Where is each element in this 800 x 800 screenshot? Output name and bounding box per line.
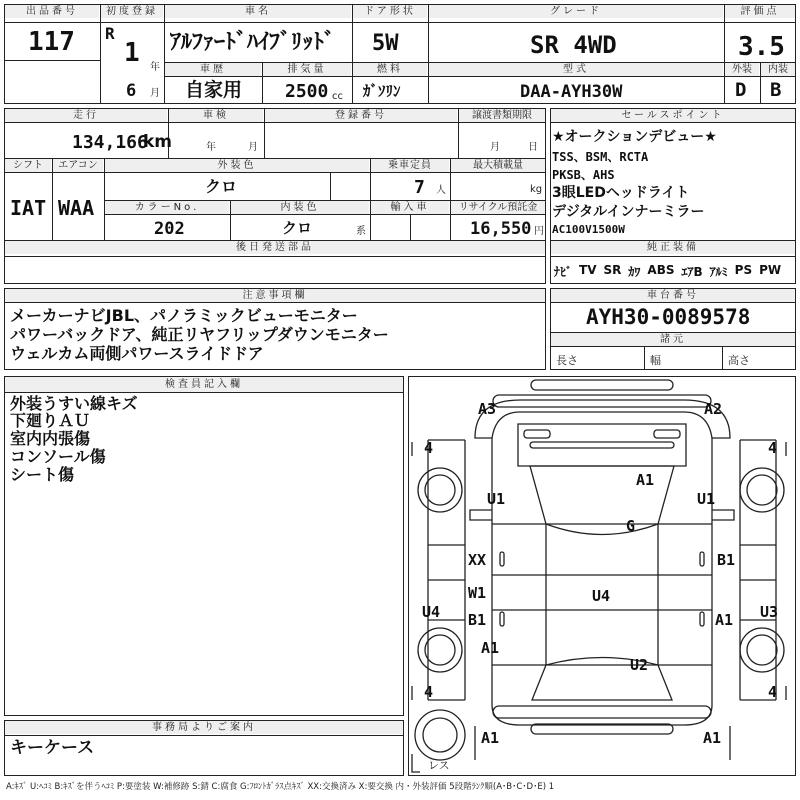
- mark-sill-right-u3: U3: [760, 603, 779, 621]
- mark-rear-u2: U2: [630, 656, 649, 674]
- transfer-day-unit: 日: [528, 142, 538, 153]
- history-label: 車歴: [165, 63, 261, 76]
- lot-number: 117: [28, 27, 75, 57]
- lot-number-label: 出品番号: [5, 5, 99, 18]
- equipment-item: ｶﾜ: [628, 265, 641, 279]
- capacity: 7: [414, 177, 425, 198]
- month: 6: [126, 81, 137, 101]
- note-line-3: ウェルカム両側パワースライドドア: [10, 344, 264, 363]
- sales-point-4: 3眼LEDヘッドライト: [552, 185, 690, 201]
- equipment-item: PS: [734, 263, 753, 277]
- office-text: キーケース: [10, 738, 95, 758]
- later-parts-label: 後日発送部品: [5, 241, 545, 254]
- equipment-item: ｴｱB: [681, 265, 703, 279]
- mark-door-rl-b1: B1: [468, 611, 487, 629]
- ext-color: クロ: [205, 177, 238, 196]
- length-label: 長さ: [556, 354, 578, 367]
- mark-a2: A2: [704, 400, 723, 418]
- door-type: 5W: [372, 31, 399, 56]
- model-label: 型式: [429, 63, 723, 76]
- aircon-label: エアコン: [53, 159, 103, 172]
- load-unit: kg: [530, 184, 543, 195]
- height-label: 高さ: [728, 354, 750, 367]
- km-unit: km: [143, 132, 173, 152]
- sales-point-1: ★オークションデビュー★: [552, 129, 717, 145]
- chassis-label: 車台番号: [551, 289, 795, 302]
- width-label: 幅: [650, 354, 661, 367]
- transfer-label: 譲渡書類期限: [459, 109, 545, 122]
- mark-windshield-g: G: [626, 517, 636, 535]
- model: DAA-AYH30W: [520, 82, 623, 102]
- score-label: 評価点: [725, 5, 795, 18]
- history: 自家用: [185, 79, 243, 101]
- interior-grade: B: [770, 79, 782, 101]
- int-color-label: 内装色: [231, 201, 369, 214]
- yen-unit: 円: [534, 226, 544, 237]
- grade: SR 4WD: [530, 31, 617, 59]
- inspection-month-unit: 月: [248, 142, 258, 153]
- sales-point-6: AC100V1500W: [552, 223, 625, 236]
- shift: IAT: [10, 196, 47, 220]
- inspection-label: 車検: [169, 109, 263, 122]
- color-no-label: カラーNo.: [105, 201, 229, 214]
- tire-front-left: 4: [424, 439, 434, 457]
- notes-label: 注意事項欄: [5, 289, 545, 302]
- sales-point-2: TSS、BSM、RCTA: [552, 150, 649, 164]
- int-color: クロ: [282, 219, 313, 237]
- mark-fender-right-u1: U1: [697, 490, 716, 508]
- tire-rear-left: 4: [424, 683, 434, 701]
- exterior-label: 外装: [725, 63, 759, 76]
- tire-rear-right: 4: [768, 683, 778, 701]
- mark-hood-a1: A1: [636, 471, 655, 489]
- sales-point-3: PKSB、AHS: [552, 168, 615, 182]
- displacement-label: 排気量: [263, 63, 351, 76]
- note-line-2: パワーバックドア、純正リヤフリップダウンモニター: [10, 325, 389, 344]
- inspector-line-4: コンソール傷: [10, 447, 106, 466]
- office-label: 事務局よりご案内: [5, 721, 403, 734]
- aircon: WAA: [58, 196, 95, 220]
- score: 3.5: [738, 32, 785, 62]
- mark-bumper-rr-a1: A1: [703, 729, 722, 747]
- inspection-year-unit: 年: [206, 142, 216, 153]
- legend: A:ｷｽﾞ U:ﾍｺﾐ B:ｷｽﾞを伴うﾍｺﾐ P:要塗装 W:補修跡 S:錆 C:腐食 G:ﾌﾛﾝﾄｶﾞﾗｽ点ｷｽﾞ XX:交換済み X:要交換 内・外装評価 5段階ﾗﾝｸ順(A･B･C･D･E) 1: [6, 782, 555, 792]
- import-label: 輸入車: [371, 201, 449, 214]
- mark-quarter-left-a1: A1: [481, 639, 500, 657]
- mark-door-fr-b1: B1: [717, 551, 736, 569]
- recycle-label: リサイクル預託金: [451, 201, 545, 214]
- recycle: 16,550: [470, 219, 532, 239]
- mark-door-fl-xx: XX: [468, 551, 487, 569]
- mark-bumper-rl-a1: A1: [481, 729, 500, 747]
- load-label: 最大積載量: [451, 159, 545, 172]
- transfer-month-unit: 月: [490, 142, 500, 153]
- inspector-line-2: 下廻りＡＵ: [10, 411, 91, 430]
- mark-a3: A3: [478, 400, 497, 418]
- spare-tire: レス: [428, 759, 450, 772]
- sales-point-5: デジタルインナーミラー: [552, 204, 705, 220]
- inspector-line-5: シート傷: [10, 465, 75, 484]
- mark-fender-left-u1: U1: [487, 490, 506, 508]
- equipment-item: ｱﾙﾐ: [709, 265, 728, 279]
- ext-color-label: 外装色: [105, 159, 369, 172]
- year-unit: 年: [150, 62, 160, 73]
- color-no: 202: [154, 219, 185, 239]
- era-letter: R: [105, 24, 115, 43]
- cc-unit: cc: [332, 91, 343, 102]
- equipment-item: ABS: [647, 263, 675, 277]
- equipment-item: TV: [579, 263, 597, 277]
- equipment-item: SR: [603, 263, 622, 277]
- car-name: ｱﾙﾌｧｰﾄﾞﾊｲﾌﾞﾘｯﾄﾞ: [170, 30, 336, 55]
- displacement: 2500: [285, 81, 329, 102]
- car-diagram: [408, 376, 796, 776]
- exterior-grade: D: [735, 79, 747, 101]
- fuel: ｶﾞｿﾘﾝ: [363, 82, 401, 100]
- specs-label: 諸元: [551, 333, 795, 346]
- equipment-item: PW: [759, 263, 782, 277]
- fuel-label: 燃料: [353, 63, 427, 76]
- inspector-line-1: 外装うすい線キズ: [10, 394, 138, 413]
- grade-label: グレード: [429, 5, 723, 18]
- tire-front-right: 4: [768, 439, 778, 457]
- door-label: ドア形状: [353, 5, 427, 18]
- equipment-item: ﾅﾋﾞ: [554, 265, 573, 279]
- mark-roof-u4: U4: [592, 587, 611, 605]
- reg-no-label: 登録番号: [265, 109, 457, 122]
- sales-points-label: セールスポイント: [551, 109, 795, 122]
- mark-door-rr-a1: A1: [715, 611, 734, 629]
- month-unit: 月: [150, 88, 160, 99]
- era-year: 1: [124, 38, 140, 68]
- mark-sill-left-u4: U4: [422, 603, 441, 621]
- mileage-label: 走行: [5, 109, 167, 122]
- shift-label: シフト: [5, 159, 51, 172]
- mileage: 134,166: [72, 132, 148, 153]
- note-line-1: メーカーナビJBL、パノラミックビューモニター: [10, 306, 358, 325]
- mark-door-rl-w1: W1: [468, 584, 487, 602]
- int-color-suffix: 系: [356, 226, 366, 237]
- equipment-list: [554, 263, 794, 280]
- capacity-label: 乗車定員: [371, 159, 449, 172]
- capacity-unit: 人: [436, 185, 446, 196]
- car-name-label: 車名: [165, 5, 351, 18]
- equipment-label: 純正装備: [551, 241, 795, 254]
- first-reg-label: 初度登録: [101, 5, 163, 18]
- inspector-line-3: 室内内張傷: [10, 429, 91, 448]
- inspector-label: 検査員記入欄: [5, 377, 403, 392]
- interior-label: 内装: [761, 63, 795, 76]
- chassis-number: AYH30-0089578: [586, 305, 751, 329]
